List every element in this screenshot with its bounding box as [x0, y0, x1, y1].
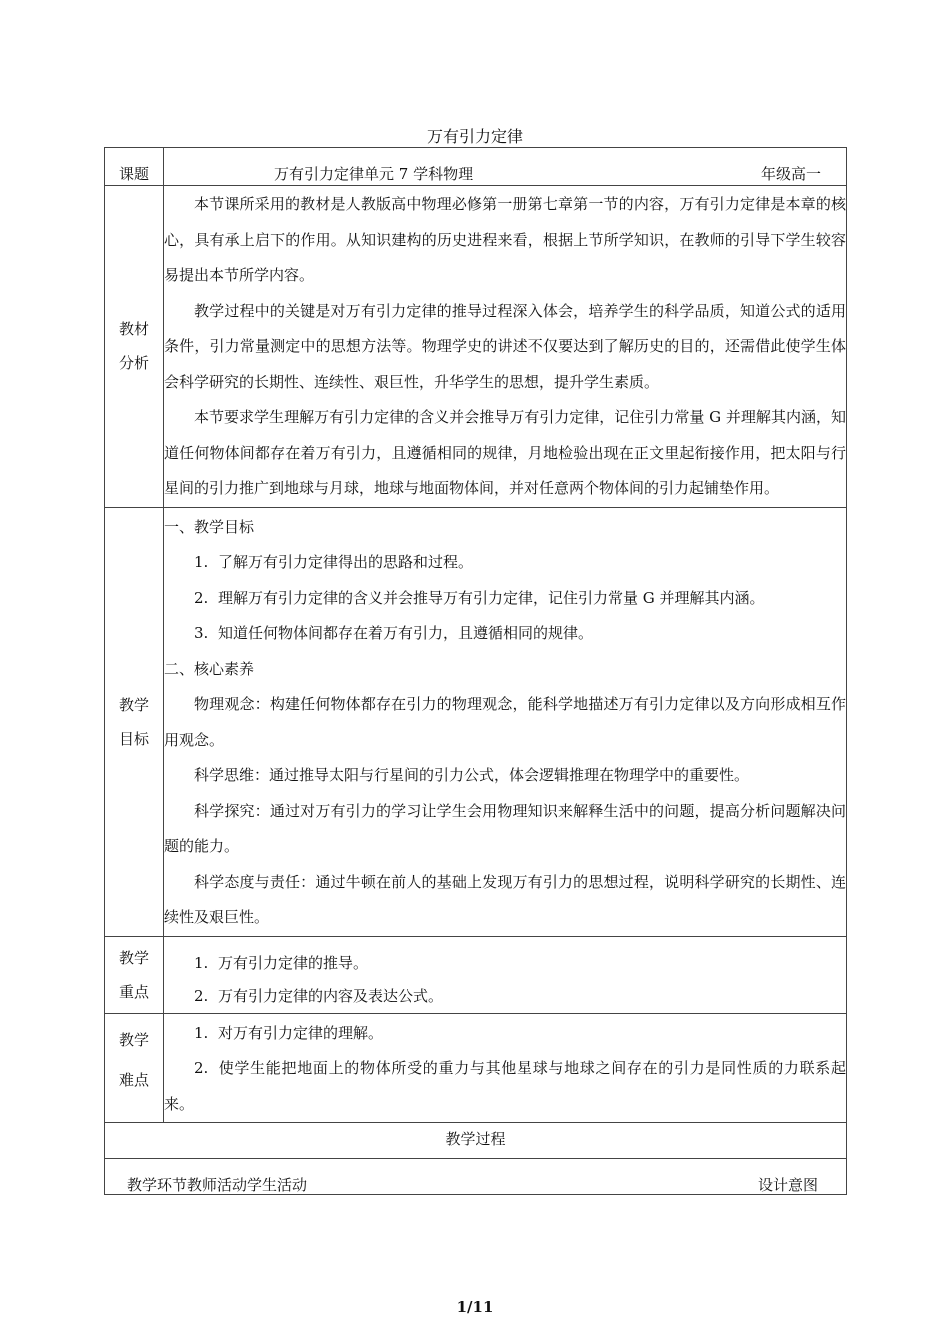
textbook-paragraph: 本节课所采用的教材是人教版高中物理必修第一册第七章第一节的内容，万有引力定律是本章的核心，具有承上启下的作用。从知识建构的历史进程来看，根据上节所学知识，在教师的引导下学生较容易提出本节所学内容。: [164, 195, 846, 284]
difficulty-number: 1.: [194, 1023, 209, 1042]
key-points-label-line1: 教学: [118, 948, 149, 967]
textbook-content-cell: [164, 186, 847, 508]
goals-content-cell: [164, 507, 847, 936]
difficulty-item: [164, 1051, 846, 1122]
goal-item-text: 了解万有引力定律得出的思路和过程。: [218, 553, 474, 571]
literacy-section-title: 二、核心素养: [164, 659, 255, 678]
difficulties-row: [105, 1013, 847, 1123]
process-header-left: 教学环节教师活动学生活动: [127, 1176, 308, 1194]
difficulties-label-line2: 难点: [118, 1070, 149, 1089]
goal-item: [164, 616, 846, 652]
process-title-cell: [105, 1123, 847, 1159]
key-points-row: [105, 936, 847, 1013]
textbook-analysis-row: [105, 186, 847, 508]
key-point-number: 1.: [194, 953, 209, 972]
difficulties-content-cell: [164, 1013, 847, 1123]
literacy-paragraph: 物理观念：构建任何物体都存在引力的物理观念，能科学地描述万有引力定律以及方向形成相互作用观念。: [164, 695, 846, 749]
goal-item: [164, 581, 846, 617]
goals-label-cell: [105, 507, 164, 936]
goal-item-number: 1.: [194, 553, 209, 571]
key-point-number: 2.: [194, 986, 209, 1005]
goal-item-number: 2.: [194, 588, 209, 607]
textbook-paragraph: 本节要求学生理解万有引力定律的含义并会推导万有引力定律，记住引力常量 G 并理解其内涵，知道任何物体间都存在着万有引力，且遵循相同的规律，月地检验出现在正文里起衔接作用，把太阳与行星间的引力推广到地球与月球，地球与地面物体间，并对任意两个物体间的引力起铺垫作用。: [164, 408, 846, 497]
key-point-text: 万有引力定律的推导。: [218, 953, 369, 972]
textbook-label-line2: 分析: [118, 354, 149, 373]
goal-item-text: 理解万有引力定律的含义并会推导万有引力定律，记住引力常量 G 并理解其内涵。: [218, 588, 765, 607]
textbook-label-cell: [105, 186, 164, 508]
page-number: 1/11: [456, 1298, 494, 1316]
process-title: 教学过程: [445, 1130, 506, 1148]
goals-section-title: 一、教学目标: [164, 517, 255, 536]
literacy-paragraph: 科学态度与责任：通过牛顿在前人的基础上发现万有引力的思想过程，说明科学研究的长期性、连续性及艰巨性。: [164, 872, 846, 926]
teaching-goals-row: [105, 507, 847, 936]
key-points-content-cell: [164, 936, 847, 1013]
difficulty-text: 使学生能把地面上的物体所受的重力与其他星球与地球之间存在的引力是同性质的力联系起来。: [164, 1059, 846, 1113]
process-title-row: [105, 1123, 847, 1159]
goals-label-line2: 目标: [118, 729, 149, 748]
process-header-right: 设计意图: [757, 1176, 818, 1194]
subject-content: 万有引力定律单元 7 学科物理: [274, 165, 474, 183]
goal-item-number: 3.: [194, 624, 209, 642]
goal-item-text: 知道任何物体间都存在着万有引力，且遵循相同的规律。: [218, 624, 594, 642]
difficulties-label-cell: [105, 1013, 164, 1123]
difficulty-number: 2.: [194, 1059, 209, 1077]
goal-item: [164, 545, 846, 581]
textbook-paragraph: 教学过程中的关键是对万有引力定律的推导过程深入体会，培养学生的科学品质，知道公式的适用条件，引力常量测定中的思想方法等。物理学史的讲述不仅要达到了解历史的目的，还需借此使学生体会科学研究的长期性、连续性、艰巨性，升华学生的思想，提升学生素质。: [164, 301, 846, 391]
grade-value: 年级高一: [760, 165, 821, 183]
key-points-label-line2: 重点: [118, 982, 149, 1001]
textbook-label-line1: 教材: [118, 320, 149, 339]
literacy-paragraph: 科学探究：通过对万有引力的学习让学生会用物理知识来解释生活中的问题，提高分析问题解决问题的能力。: [164, 801, 846, 855]
process-header-row: [105, 1159, 847, 1195]
difficulties-label-line1: 教学: [118, 1030, 149, 1049]
key-point-item: [164, 980, 846, 1013]
subject-row: [105, 148, 847, 186]
process-header-cell: [105, 1159, 847, 1195]
subject-content-cell: [164, 148, 847, 186]
goals-label-line1: 教学: [118, 695, 149, 714]
difficulty-text: 对万有引力定律的理解。: [218, 1023, 384, 1042]
page-title: 万有引力定律: [426, 127, 523, 146]
literacy-paragraph: 科学思维：通过推导太阳与行星间的引力公式，体会逻辑推理在物理学中的重要性。: [194, 766, 750, 784]
subject-label: 课题: [118, 165, 149, 183]
difficulty-item: [164, 1016, 846, 1052]
key-point-item: [164, 947, 846, 980]
lesson-plan-table: [104, 147, 847, 1195]
key-point-text: 万有引力定律的内容及表达公式。: [218, 986, 444, 1005]
key-points-label-cell: [105, 936, 164, 1013]
subject-label-cell: [105, 148, 164, 186]
